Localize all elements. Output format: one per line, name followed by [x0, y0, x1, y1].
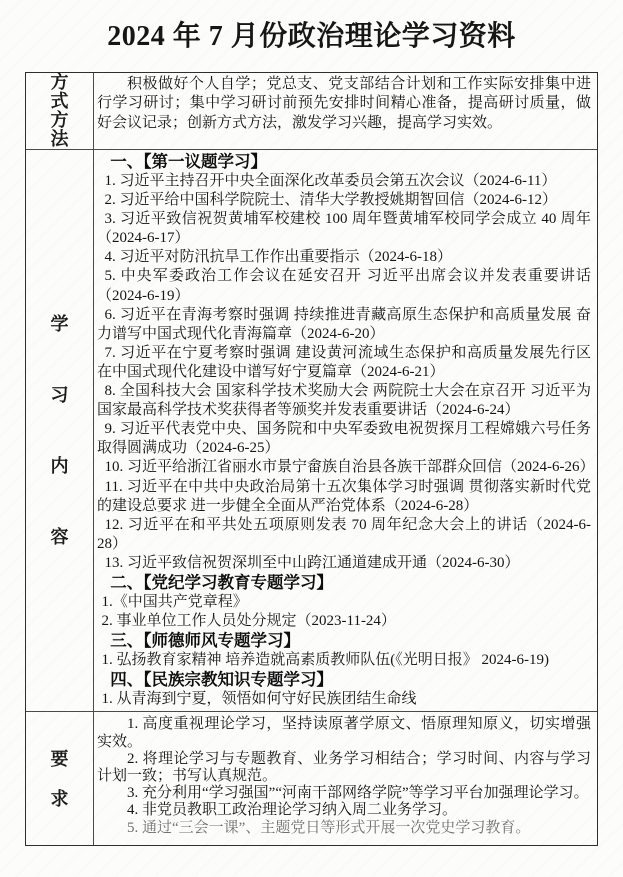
study-item: 2. 事业单位工作人员处分规定（2023-11-24）: [101, 613, 396, 630]
study-item: 7. 习近平在宁夏考察时强调 建设黄河流域生态保护和高质量发展先行区 在中国式现代化建设中谱写好宁夏篇章（2024-6-21）: [97, 344, 591, 380]
page-title: 2024 年 7 月份政治理论学习资料: [107, 21, 516, 52]
study-item: 1. 习近平主持召开中央全面深化改革委员会第五次会议（2024-6-11）: [104, 173, 557, 189]
requirements-label-cell: [26, 711, 94, 845]
requirements-content-cell: [94, 711, 597, 845]
requirement-item: 1. 高度重视理论学习，坚持读原著学原文、悟原理知原义，切实增强实效。: [97, 716, 591, 750]
method-label-cell: [26, 73, 94, 149]
study-item: 1. 弘扬教育家精神 培养造就高素质教师队伍(《光明日报》 2024-6-19): [101, 652, 549, 669]
requirement-item: 3. 充分利用“学习强国”“河南干部网络学院”等学习平台加强理论学习。: [127, 785, 589, 802]
study-item: 3. 习近平致信祝贺黄埔军校建校 100 周年暨黄埔军校同学会成立 40 周年（2024-6-17）: [97, 211, 591, 247]
requirement-item: 4. 非党员教职工政治理论学习纳入周二业务学习。: [127, 802, 458, 819]
study-item: 10. 习近平给浙江省丽水市景宁畲族自治县各族干部群众回信（2024-6-26）: [104, 459, 595, 476]
study-item: 5. 中央军委政治工作会议在延安召开 习近平出席会议并发表重要讲话（2024-6-19）: [97, 268, 591, 304]
section-2-header: 二、【党纪学习教育专题学习】: [110, 573, 333, 592]
section-4-header: 四、【民族宗教知识专题学习】: [110, 671, 333, 690]
content-row-label: 学习内容: [50, 313, 69, 547]
section-3-header: 三、【师德师风专题学习】: [110, 632, 300, 651]
study-table: [25, 72, 598, 846]
study-item: 1.《中国共产党章程》: [101, 593, 248, 610]
content-content-cell: [94, 149, 597, 711]
study-item: 8. 全国科技大会 国家科学技术奖励大会 两院院士大会在京召开 习近平为国家最高科学技术奖获得者等颁奖并发表重要讲话（2024-6-24）: [97, 383, 591, 419]
study-item: 11. 习近平在中共中央政治局第十五次集体学习时强调 贯彻落实新时代党的建设总要求 进一步健全全面从严治党体系（2024-6-28）: [97, 478, 591, 514]
study-item: 13. 习近平致信祝贺深圳至中山跨江通道建成开通（2024-6-30）: [104, 554, 520, 571]
content-label-cell: [26, 149, 94, 711]
study-item: 12. 习近平在和平共处五项原则发表 70 周年纪念大会上的讲话（2024-6-28）: [97, 516, 591, 552]
study-item: 1. 从青海到宁夏，领悟如何守好民族团结生命线: [101, 691, 417, 708]
requirements-row-label: 要求: [50, 748, 69, 809]
study-item: 4. 习近平对防汛抗旱工作作出重要指示（2024-6-18）: [104, 249, 452, 266]
requirement-item: 5. 通过“三会一课”、主题党日等形式开展一次党史学习教育。: [127, 819, 531, 836]
study-item: 2. 习近平给中国科学院院士、清华大学教授姚期智回信（2024-6-12）: [104, 192, 557, 209]
study-item: 9. 习近平代表党中央、国务院和中央军委致电祝贺探月工程嫦娥六号任务取得圆满成功（2024-6-25）: [97, 421, 591, 457]
method-row-label: 方式方法: [50, 72, 69, 149]
method-paragraph: 积极做好个人自学；党总支、党支部结合计划和工作实际安排集中进行学习研讨；集中学习研讨前预先安排时间精心准备，提高研讨质量，做好会议记录；创新方式方法，激发学习兴趣，提高学习实效。: [97, 76, 591, 131]
requirement-item: 2. 将理论学习与专题教育、业务学习相结合；学习时间、内容与学习计划一致；书写认真规范。: [97, 750, 591, 784]
method-content-cell: [94, 73, 597, 149]
study-item: 6. 习近平在青海考察时强调 持续推进青藏高原生态保护和高质量发展 奋力谱写中国式现代化青海篇章（2024-6-20）: [97, 306, 591, 342]
section-1-header: 一、【第一议题学习】: [110, 153, 267, 171]
